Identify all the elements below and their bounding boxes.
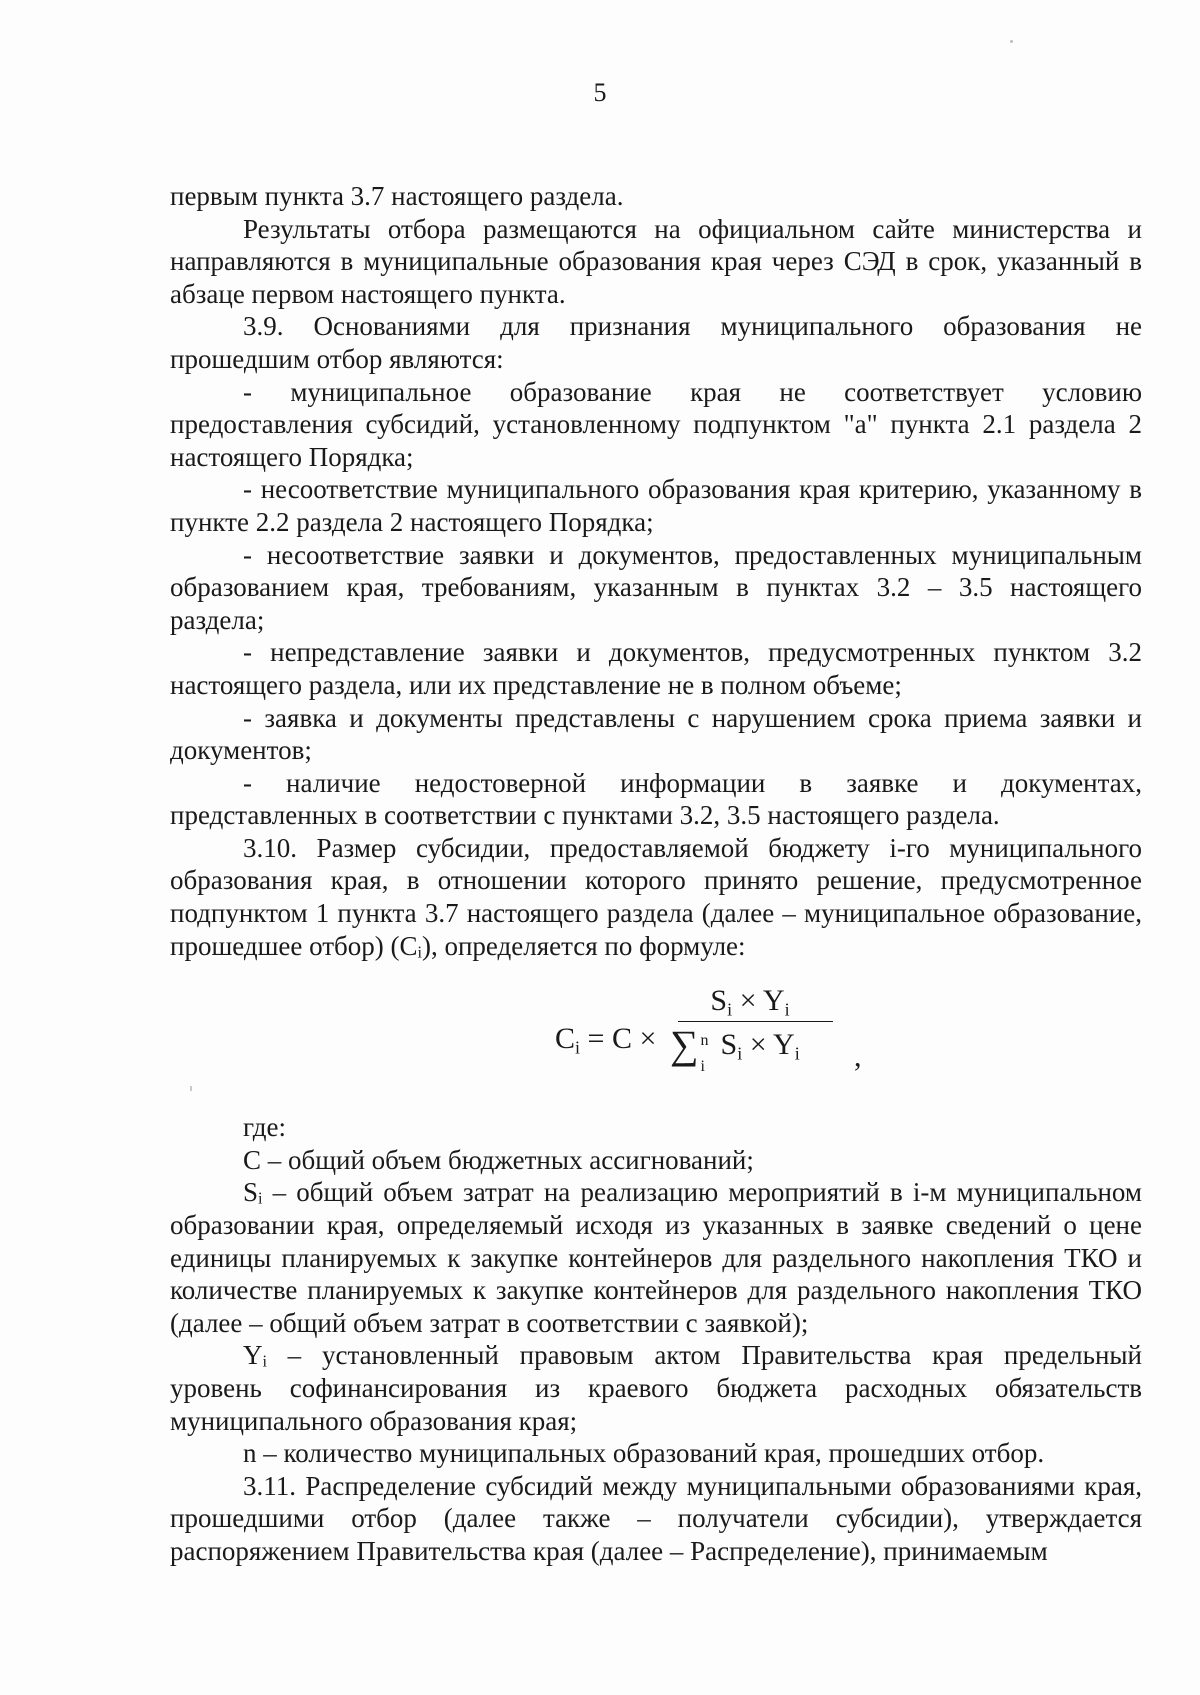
definition-c: С – общий объем бюджетных ассигнований;: [243, 1144, 754, 1175]
list-item-deadline: - заявка и документы представлены с нарушением срока приема заявки и документов;: [170, 702, 1142, 766]
paragraph-3-10: 3.10. Размер субсидии, предоставляемой бюджету i-го муниципального образования края, в отношении которого принято решение, предусмотренное подпунктом 1 пункта 3.7 настоящего раздела (далее – муниципальное образование, прошедшее отбор) (Cᵢ), определяется по формуле:: [170, 832, 1142, 961]
document-body: [170, 180, 1142, 1568]
scan-speck: [1010, 40, 1013, 43]
formula-denominator: ∑ n i $S_i \times Y_i$: [670, 1022, 800, 1076]
formula-lhs: $C_i = C$ ×: [555, 1022, 657, 1058]
sigma-symbol: ∑: [670, 1022, 699, 1068]
page-number: 5: [593, 78, 607, 107]
paragraph-3-9: 3.9. Основаниями для признания муниципального образования не прошедшим отбор являются:: [170, 311, 1142, 374]
formula-numerator: $S_i \times Y_i$: [710, 984, 790, 1020]
definition-y: Yᵢ – установленный правовым актом Правительства края предельный уровень софинансирования из краевого бюджета расходных обязательств муниципального образования края;: [170, 1340, 1142, 1436]
subsidy-formula: [170, 966, 1142, 1111]
fraction-bar: [678, 1021, 833, 1022]
paragraph-3-11: 3.11. Распределение субсидий между муниципальными образованиями края, прошедшими отбор (далее также – получатели субсидии), утверждается распоряжением Правительства края (далее – Распределение), принимаемым: [170, 1470, 1142, 1566]
paragraph-where: где:: [243, 1112, 286, 1143]
definition-s: Sᵢ – общий объем затрат на реализацию мероприятий в i-м муниципальном образовании края, определяемый исходя из указанных в заявке сведений о цене единицы планируемых к закупке контейнеров для раздельного накопления ТКО и количестве планируемых к закупке контейнеров для раздельного накопления ТКО (далее – общий объем затрат в соответствии с заявкой);: [170, 1177, 1142, 1338]
list-item-requirements: - несоответствие заявки и документов, предоставленных муниципальным образованием края, требованиям, указанным в пунктах 3.2 – 3.5 настоящего раздела;: [170, 539, 1142, 635]
formula-comma: ,: [854, 1040, 862, 1074]
list-item-criterion: - несоответствие муниципального образования края критерию, указанному в пункте 2.2 раздела 2 настоящего Порядка;: [170, 474, 1142, 537]
list-item-nonsubmission: - непредставление заявки и документов, предусмотренных пунктом 3.2 настоящего раздела, или их представление не в полном объеме;: [170, 637, 1142, 700]
definition-n: n – количество муниципальных образований края, прошедших отбор.: [243, 1438, 1045, 1469]
paragraph-continuation: первым пункта 3.7 настоящего раздела.: [170, 181, 624, 211]
list-item-condition: - муниципальное образование края не соответствует условию предоставления субсидий, установленному подпунктом "а" пункта 2.1 раздела 2 настоящего Порядка;: [170, 376, 1142, 472]
paragraph-results: Результаты отбора размещаются на официальном сайте министерства и направляются в муниципальные образования края через СЭД в срок, указанный в абзаце первом настоящего пункта.: [170, 213, 1142, 309]
list-item-unreliable-info: - наличие недостоверной информации в заявке и документах, представленных в соответствии с пунктами 3.2, 3.5 настоящего раздела.: [170, 767, 1142, 831]
